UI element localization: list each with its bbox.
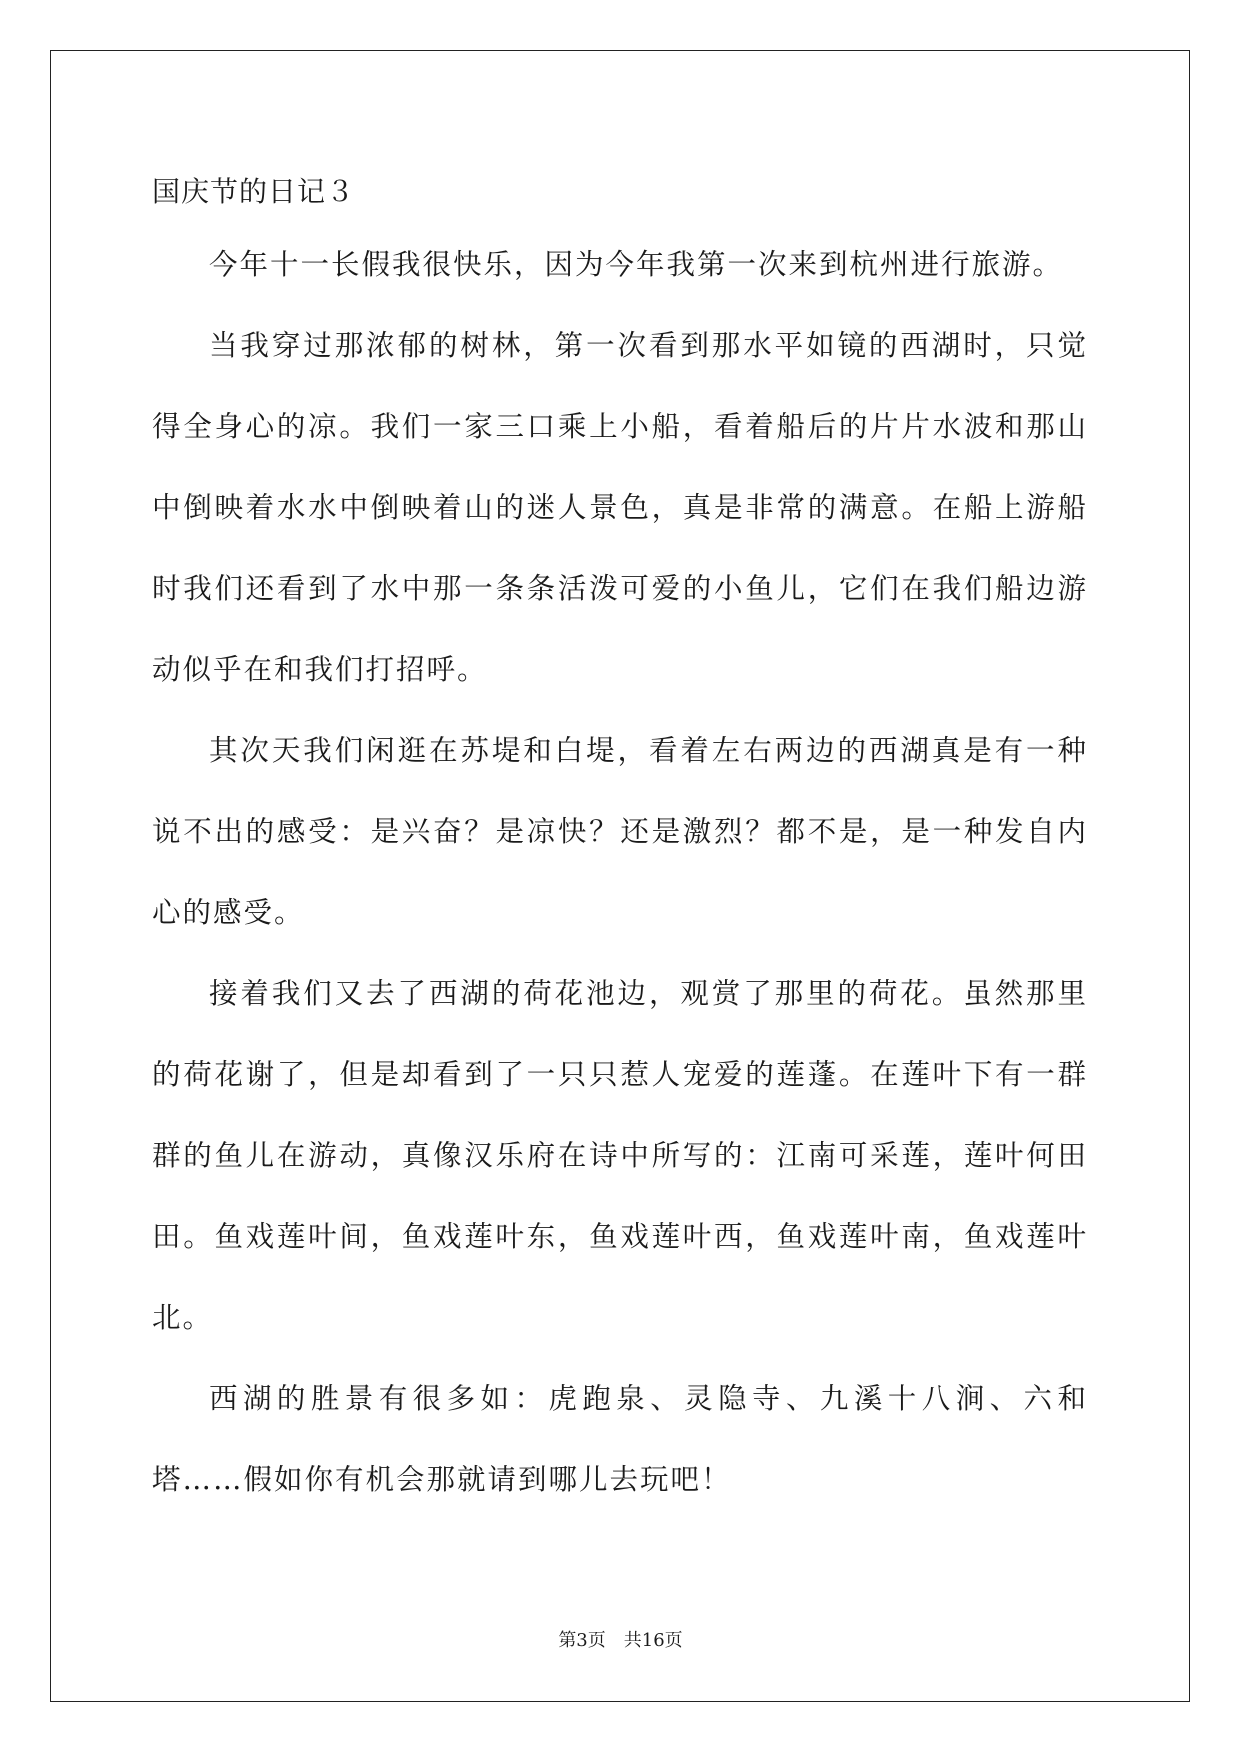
document-title: 国庆节的日记３ bbox=[152, 175, 356, 208]
page-number: 第3页 共16页 bbox=[558, 1630, 683, 1651]
paragraph-1: 今年十一长假我很快乐，因为今年我第一次来到杭州进行旅游。 bbox=[209, 248, 1064, 281]
paragraph-2: 当我穿过那浓郁的树林，第一次看到那水平如镜的西湖时，只觉得全身心的凉。我们一家三口乘上小船，看着船后的片片水波和那山中倒映着水水中倒映着山的迷人景色，真是非常的满意。在船上游船时我们还看到了水中那一条条活泼可爱的小鱼儿，它们在我们船边游动似乎在和我们打招呼。 bbox=[152, 329, 1088, 686]
paragraph-4: 接着我们又去了西湖的荷花池边，观赏了那里的荷花。虽然那里的荷花谢了，但是却看到了一只只惹人宠爱的莲蓬。在莲叶下有一群群的鱼儿在游动，真像汉乐府在诗中所写的：江南可采莲，莲叶何田田。鱼戏莲叶间，鱼戏莲叶东，鱼戏莲叶西，鱼戏莲叶南，鱼戏莲叶北。 bbox=[152, 977, 1088, 1334]
paragraph-5: 西湖的胜景有很多如：虎跑泉、灵隐寺、九溪十八涧、六和塔……假如你有机会那就请到哪儿去玩吧！ bbox=[152, 1382, 1088, 1496]
document-body bbox=[152, 162, 1088, 1520]
paragraph-3: 其次天我们闲逛在苏堤和白堤，看着左右两边的西湖真是有一种说不出的感受：是兴奋？是凉快？还是激烈？都不是，是一种发自内心的感受。 bbox=[152, 734, 1088, 929]
